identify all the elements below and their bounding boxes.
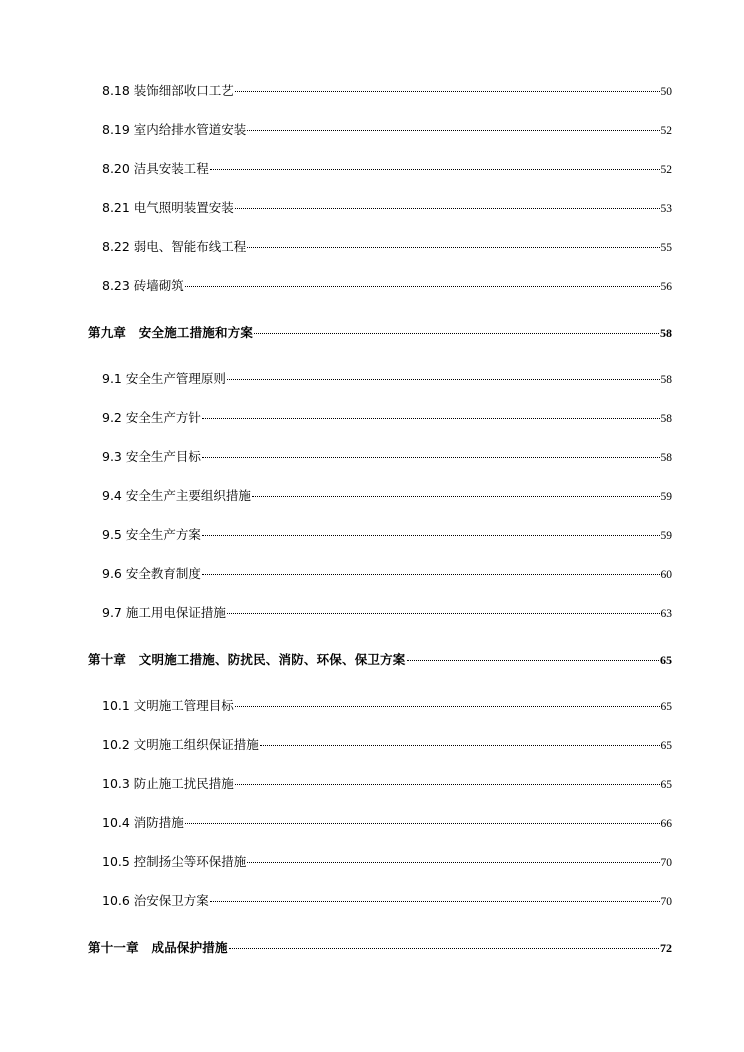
toc-entry[interactable] [102, 198, 672, 218]
leader-dots [210, 901, 660, 902]
toc-entry-title: 10.4 消防措施 [102, 815, 184, 830]
toc-chapter-title: 第九章 安全施工措施和方案 [88, 325, 254, 340]
toc-entry-page: 58 [660, 374, 672, 386]
toc-entry-page: 66 [660, 818, 672, 830]
toc-entry[interactable] [102, 81, 672, 101]
toc-entry-title: 9.5 安全生产方案 [102, 527, 201, 542]
leader-dots [185, 823, 660, 824]
toc-entry[interactable] [102, 774, 672, 794]
toc-entry[interactable] [102, 696, 672, 716]
toc-entry-title: 8.19 室内给排水管道安装 [102, 122, 247, 137]
toc-chapter-page: 65 [660, 653, 672, 667]
leader-dots [235, 91, 660, 92]
toc-entry-title: 9.2 安全生产方针 [102, 410, 201, 425]
toc-entry-page: 53 [660, 203, 672, 215]
toc-entry-page: 59 [660, 530, 672, 542]
toc-entry-title: 8.22 弱电、智能布线工程 [102, 239, 247, 254]
toc-entry-title: 8.20 洁具安装工程 [102, 161, 209, 176]
toc-entry-page: 50 [660, 86, 672, 98]
toc-chapter-title: 第十章 文明施工措施、防扰民、消防、环保、保卫方案 [88, 652, 406, 667]
toc-entry-page: 63 [660, 608, 672, 620]
toc-entry-page: 55 [660, 242, 672, 254]
toc-entry-page: 65 [660, 701, 672, 713]
toc-entry[interactable] [102, 120, 672, 140]
toc-entry-page: 52 [660, 125, 672, 137]
toc-entry-page: 58 [660, 413, 672, 425]
toc-entry-page: 52 [660, 164, 672, 176]
toc-entry-title: 9.1 安全生产管理原则 [102, 371, 226, 386]
leader-dots [247, 862, 659, 863]
leader-dots [235, 208, 660, 209]
toc-entry[interactable] [102, 237, 672, 257]
toc-entry[interactable] [102, 159, 672, 179]
toc-chapter-title: 第十一章 成品保护措施 [88, 940, 228, 955]
toc-entry-title: 10.3 防止施工扰民措施 [102, 776, 234, 791]
toc-entry-page: 70 [660, 857, 672, 869]
toc-entry[interactable] [102, 525, 672, 545]
leader-dots [202, 418, 660, 419]
toc-entry-page: 70 [660, 896, 672, 908]
toc-entry-title: 10.2 文明施工组织保证措施 [102, 737, 259, 752]
toc-entry-title: 9.7 施工用电保证措施 [102, 605, 226, 620]
leader-dots [185, 286, 660, 287]
toc-entry-title: 9.3 安全生产目标 [102, 449, 201, 464]
leader-dots [235, 706, 660, 707]
toc-entry[interactable] [102, 603, 672, 623]
toc-chapter-entry[interactable] [88, 323, 672, 343]
toc-entry-page: 60 [660, 569, 672, 581]
toc-entry-title: 8.18 装饰细部收口工艺 [102, 83, 234, 98]
toc-entry[interactable] [102, 408, 672, 428]
toc-chapter-entry[interactable] [88, 938, 672, 958]
leader-dots [210, 169, 660, 170]
toc-chapter-entry[interactable] [88, 650, 672, 670]
toc-entry[interactable] [102, 276, 672, 296]
toc-entry-title: 8.21 电气照明装置安装 [102, 200, 234, 215]
toc-entry[interactable] [102, 735, 672, 755]
toc-entry-page: 65 [660, 740, 672, 752]
leader-dots [227, 613, 660, 614]
toc-entry[interactable] [102, 369, 672, 389]
leader-dots [229, 948, 659, 949]
leader-dots [202, 535, 660, 536]
leader-dots [252, 496, 660, 497]
leader-dots [227, 379, 660, 380]
toc-entry-page: 65 [660, 779, 672, 791]
toc-entry-title: 9.4 安全生产主要组织措施 [102, 488, 251, 503]
leader-dots [235, 784, 660, 785]
toc-entry-title: 9.6 安全教育制度 [102, 566, 201, 581]
toc-entry-title: 10.5 控制扬尘等环保措施 [102, 854, 247, 869]
toc-chapter-page: 72 [660, 941, 672, 955]
toc-entry-page: 58 [660, 452, 672, 464]
leader-dots [202, 574, 660, 575]
toc-entry[interactable] [102, 852, 672, 872]
toc-entry[interactable] [102, 447, 672, 467]
toc-entry-page: 59 [660, 491, 672, 503]
leader-dots [407, 660, 659, 661]
leader-dots [247, 247, 659, 248]
toc-entry[interactable] [102, 564, 672, 584]
leader-dots [260, 745, 660, 746]
leader-dots [202, 457, 660, 458]
toc-entry[interactable] [102, 891, 672, 911]
leader-dots [247, 130, 659, 131]
toc-chapter-page: 58 [660, 326, 672, 340]
toc-entry-page: 56 [660, 281, 672, 293]
toc-entry-title: 8.23 砖墙砌筑 [102, 278, 184, 293]
leader-dots [254, 333, 659, 334]
toc-entry[interactable] [102, 486, 672, 506]
toc-entry-title: 10.1 文明施工管理目标 [102, 698, 234, 713]
toc-entry[interactable] [102, 813, 672, 833]
toc-entry-title: 10.6 治安保卫方案 [102, 893, 209, 908]
